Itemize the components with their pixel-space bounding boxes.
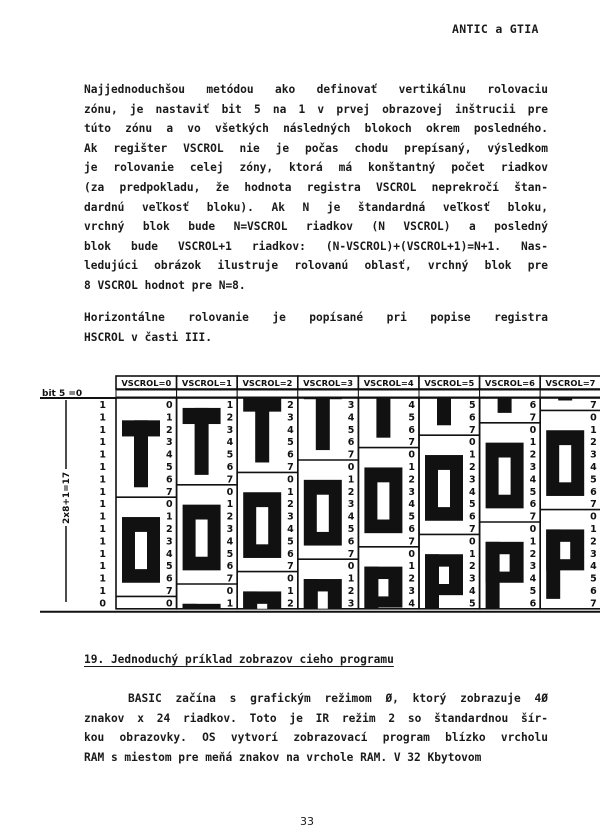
glyph-p: [425, 554, 463, 623]
bit-value: 1: [99, 511, 106, 523]
line-number: 7: [408, 536, 415, 548]
line-number: 2: [590, 536, 597, 548]
line-number: 6: [287, 548, 294, 560]
column-gap-box: [419, 390, 480, 397]
line-number: 4: [590, 462, 597, 473]
bit-value: 1: [99, 573, 106, 585]
glyph-p: [486, 542, 524, 611]
line-number: 5: [408, 412, 415, 424]
bit-value: 1: [99, 561, 106, 573]
line-number: 2: [468, 561, 476, 573]
line-number: 6: [347, 437, 355, 449]
line-number: 3: [529, 462, 537, 473]
line-number: 5: [590, 474, 597, 486]
line-number: 1: [165, 412, 173, 424]
column-header: VSCROL=3: [303, 378, 354, 388]
vscrol-diagram: [38, 374, 597, 610]
line-number: 0: [287, 474, 294, 486]
line-number: 5: [529, 486, 537, 498]
line-number: 2: [590, 437, 597, 449]
line-number: 5: [468, 400, 476, 411]
line-number: 5: [347, 424, 355, 436]
line-number: 7: [347, 449, 355, 461]
glyph-p: [243, 591, 281, 660]
line-number: 7: [590, 499, 597, 511]
bit-value: 1: [99, 499, 106, 511]
line-number: 1: [529, 536, 537, 548]
line-number: 6: [347, 536, 355, 548]
line-number: 5: [165, 462, 173, 473]
bit-value: 1: [99, 474, 106, 486]
line-number: 0: [408, 449, 415, 461]
bit-value: 1: [99, 536, 106, 548]
line-number: 0: [165, 400, 173, 411]
text-line: BASIC začína s grafickým režimom Ø, ktorý zobrazuje 4Ø: [128, 692, 548, 705]
line-number: 0: [590, 412, 597, 424]
line-number: 4: [408, 499, 415, 511]
line-number: 5: [287, 437, 294, 449]
paragraph-basic-example: [84, 689, 548, 767]
text-line: kou obrazovky. OS vytvorí zobrazovací program blízko vrcholu: [84, 731, 548, 745]
line-number: 2: [408, 474, 415, 486]
paragraph-horizontal-scrolling: [84, 308, 548, 347]
line-number: 1: [590, 524, 597, 535]
line-number: 4: [590, 561, 597, 573]
column-gap-box: [237, 390, 298, 397]
line-number: 0: [468, 437, 476, 449]
bracket-label: 2x8+1=17: [62, 471, 72, 524]
line-number: 6: [590, 486, 597, 498]
line-number: 3: [347, 598, 355, 610]
line-number: 7: [226, 474, 234, 486]
bit-value: 1: [99, 449, 106, 461]
glyph-o: [425, 455, 463, 521]
column-header: VSCROL=7: [545, 378, 596, 388]
line-number: 0: [165, 598, 173, 610]
line-number: 6: [529, 499, 537, 511]
line-number: 3: [468, 573, 476, 585]
glyph-o: [243, 492, 281, 558]
bit-value: 1: [99, 524, 106, 535]
line-number: 3: [408, 586, 415, 597]
line-number: 7: [226, 573, 234, 585]
bit-value: 1: [99, 412, 106, 424]
line-number: 2: [287, 400, 294, 411]
line-number: 3: [468, 474, 476, 486]
line-number: 0: [468, 536, 476, 548]
line-number: 2: [529, 548, 537, 560]
line-number: 0: [347, 561, 355, 573]
line-number: 6: [165, 573, 173, 585]
line-number: 3: [590, 548, 597, 560]
line-number: 3: [226, 424, 234, 436]
line-number: 7: [287, 561, 294, 573]
line-number: 7: [287, 462, 294, 473]
line-number: 1: [468, 449, 476, 461]
line-number: 0: [529, 424, 537, 436]
line-number: 4: [468, 586, 476, 597]
line-number: 0: [165, 499, 173, 511]
line-number: 4: [165, 449, 173, 461]
column-header: VSCROL=0: [121, 378, 172, 388]
column-gap-box: [116, 390, 177, 397]
line-number: 0: [590, 511, 597, 523]
line-number: 4: [408, 400, 415, 411]
line-number: 3: [287, 412, 294, 424]
line-number: 1: [226, 598, 234, 610]
page-number: 33: [300, 815, 314, 828]
glyph-t: [183, 408, 221, 475]
line-number: 4: [347, 412, 355, 424]
line-number: 6: [226, 462, 234, 473]
line-number: 5: [165, 561, 173, 573]
column-gap-box: [298, 390, 359, 397]
text-line: zónu, je nastaviť bit 5 na 1 v prvej obrazovej inštrucii pre: [84, 102, 548, 116]
bit-value: 1: [99, 437, 106, 449]
line-number: 7: [590, 400, 597, 411]
line-number: 4: [287, 524, 294, 535]
text-line: je rolovanie celej zóny, ktorá má konštantný počet riadkov: [84, 161, 548, 175]
line-number: 6: [226, 561, 234, 573]
column-gap-box: [358, 390, 419, 397]
line-number: 5: [347, 524, 355, 535]
line-number: 3: [347, 400, 355, 411]
text-line: HSCROL v časti III.: [84, 330, 212, 344]
line-number: 2: [347, 586, 355, 597]
line-number: 3: [226, 524, 234, 535]
glyph-t: [243, 396, 281, 463]
text-line: 8 VSCROL hodnot pre N=8.: [84, 278, 246, 292]
line-number: 5: [287, 536, 294, 548]
column-header: VSCROL=4: [363, 378, 414, 388]
line-number: 6: [408, 424, 415, 436]
line-number: 3: [347, 499, 355, 511]
running-header: ANTIC a GTIA: [452, 22, 539, 36]
text-line: vrchný blok bude N=VSCROL riadkov (N VSCROL) a posledný: [84, 220, 548, 234]
line-number: 7: [165, 586, 173, 597]
line-number: 2: [165, 424, 173, 436]
glyph-p: [546, 529, 584, 598]
line-number: 1: [347, 573, 355, 585]
bit-value: 1: [99, 586, 106, 597]
text-line: RAM s miestom pre meňá znakov na vrchole RAM. V 32 Kbytovom: [84, 750, 482, 764]
line-number: 2: [287, 598, 294, 610]
line-number: 2: [408, 573, 415, 585]
glyph-o: [304, 480, 342, 546]
line-number: 4: [287, 424, 294, 436]
line-number: 0: [529, 524, 537, 535]
text-line: Najjednoduchšou metódou ako definovať vertikálnu rolovaciu: [84, 83, 548, 96]
line-number: 4: [468, 486, 476, 498]
glyph-o: [486, 443, 524, 509]
text-line: Ak regišter VSCROL nie je počas chodu prepísaný, výsledkom: [84, 141, 548, 155]
line-number: 5: [226, 548, 234, 560]
bit-value: 1: [99, 548, 106, 560]
line-number: 5: [226, 449, 234, 461]
line-number: 0: [226, 586, 234, 597]
line-number: 1: [165, 511, 173, 523]
paragraph-vertical-scrolling: [84, 80, 548, 296]
line-number: 2: [287, 499, 294, 511]
line-number: 2: [226, 511, 234, 523]
column-header: VSCROL=2: [242, 378, 293, 388]
bit-label: bit 5 =0: [42, 389, 83, 399]
line-number: 6: [408, 524, 415, 535]
text-line: znakov x 24 riadkov. Toto je IR režim 2 so štandardnou šír-: [84, 711, 548, 725]
section-heading: 19. Jednoduchý príklad zobrazov cieho programu: [84, 653, 394, 666]
line-number: 5: [468, 499, 476, 511]
line-number: 2: [468, 462, 476, 473]
line-number: 7: [529, 412, 537, 424]
column-header: VSCROL=6: [484, 378, 535, 388]
line-number: 6: [468, 412, 476, 424]
glyph-p: [122, 616, 160, 685]
line-number: 2: [347, 486, 355, 498]
text-line: Horizontálne rolovanie je popísané pri popise registra: [84, 311, 548, 324]
line-number: 7: [165, 486, 173, 498]
glyph-o: [122, 517, 160, 583]
line-number: 7: [408, 437, 415, 449]
bit-value: 1: [99, 400, 106, 411]
line-number: 4: [408, 598, 415, 610]
line-number: 6: [468, 511, 476, 523]
bit-value: 1: [99, 462, 106, 473]
line-number: 4: [165, 548, 173, 560]
glyph-o: [183, 505, 221, 571]
line-number: 7: [529, 511, 537, 523]
bit-value: 0: [99, 598, 106, 610]
line-number: 1: [287, 586, 294, 597]
line-number: 7: [468, 524, 476, 535]
text-line: dardnú veľkosť bloku). Ak N je štandardná veľkosť bloku,: [84, 200, 548, 214]
line-number: 3: [529, 561, 537, 573]
line-number: 3: [165, 536, 173, 548]
line-number: 4: [226, 536, 234, 548]
line-number: 2: [226, 412, 234, 424]
line-number: 1: [226, 499, 234, 511]
column-header: VSCROL=1: [181, 378, 232, 388]
line-number: 3: [590, 449, 597, 461]
line-number: 2: [165, 524, 173, 535]
glyph-p: [364, 567, 402, 636]
line-number: 1: [468, 548, 476, 560]
line-number: 5: [590, 573, 597, 585]
line-number: 1: [590, 424, 597, 436]
column-header: VSCROL=5: [424, 378, 475, 388]
text-line: ledujúci obrázok ilustruje rolovanú oblasť, vrchný blok pre: [84, 259, 548, 273]
line-number: 1: [287, 486, 294, 498]
line-number: 1: [408, 561, 415, 573]
line-number: 7: [468, 424, 476, 436]
glyph-t: [122, 420, 160, 487]
line-number: 2: [529, 449, 537, 461]
line-number: 0: [226, 486, 234, 498]
glyph-o: [364, 467, 402, 533]
text-line: (za predpokladu, že hodnota registra VSCROL neprekročí štan-: [84, 180, 548, 194]
line-number: 6: [529, 598, 537, 610]
line-number: 6: [287, 449, 294, 461]
bit-value: 1: [99, 486, 106, 498]
line-number: 3: [165, 437, 173, 449]
column-gap-box: [480, 390, 541, 397]
line-number: 6: [590, 586, 597, 597]
glyph-o: [546, 430, 584, 496]
line-number: 4: [529, 573, 537, 585]
line-number: 0: [408, 548, 415, 560]
line-number: 7: [347, 548, 355, 560]
text-line: blok bude VSCROL+1 riadkov: (N-VSCROL)+(VSCROL+1)=N+1. Nas-: [84, 239, 548, 253]
line-number: 6: [165, 474, 173, 486]
line-number: 3: [287, 511, 294, 523]
column-gap-box: [177, 390, 238, 397]
line-number: 7: [590, 598, 597, 610]
line-number: 3: [408, 486, 415, 498]
glyph-p: [304, 579, 342, 648]
bit-value: 1: [99, 424, 106, 436]
line-number: 6: [529, 400, 537, 411]
line-number: 1: [347, 474, 355, 486]
line-number: 1: [226, 400, 234, 411]
text-line: túto zónu a vo všetkých následných blokoch okrem posledného.: [84, 122, 548, 136]
line-number: 5: [408, 511, 415, 523]
line-number: 0: [347, 462, 355, 473]
line-number: 0: [287, 573, 294, 585]
line-number: 1: [408, 462, 415, 473]
line-number: 4: [226, 437, 234, 449]
line-number: 4: [529, 474, 537, 486]
line-number: 1: [529, 437, 537, 449]
line-number: 5: [468, 598, 476, 610]
line-number: 5: [529, 586, 537, 597]
line-number: 4: [347, 511, 355, 523]
column-gap-box: [540, 390, 600, 397]
